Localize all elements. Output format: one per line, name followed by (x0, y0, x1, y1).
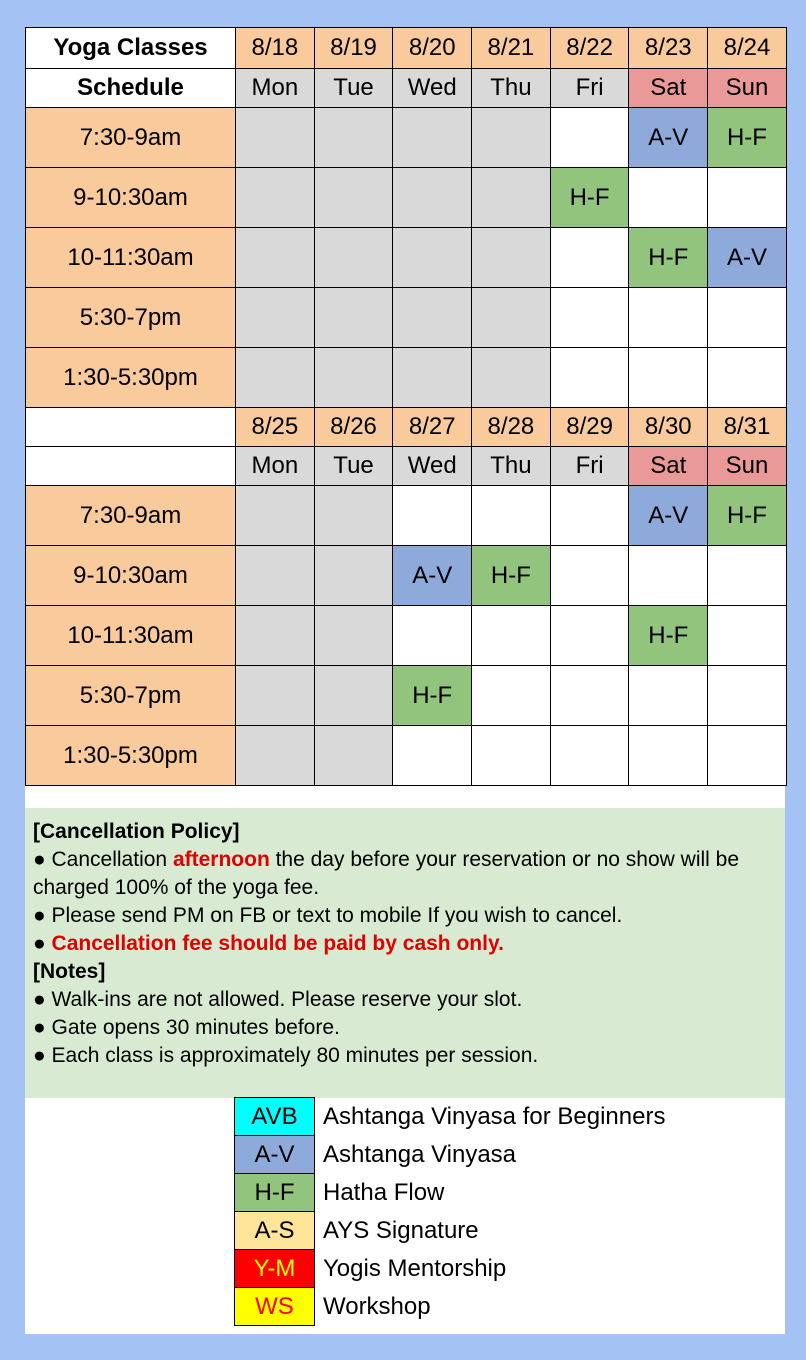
class-cell: A-V (629, 486, 708, 546)
class-cell: H-F (472, 546, 551, 606)
legend-code: Y-M (235, 1250, 315, 1288)
policy-notes-panel (25, 808, 785, 1098)
notes-heading: [Notes] (33, 960, 106, 983)
date-header: 8/21 (472, 28, 551, 69)
legend-row (235, 1098, 666, 1136)
weekday-header: Fri (550, 447, 629, 486)
class-cell (393, 228, 472, 288)
time-slot-label: 1:30-5:30pm (26, 348, 236, 408)
class-cell (708, 168, 787, 228)
class-cell: H-F (550, 168, 629, 228)
legend-row (235, 1136, 666, 1174)
date-header: 8/24 (708, 28, 787, 69)
schedule-title-line1: Yoga Classes (26, 28, 236, 69)
time-slot-row (26, 546, 787, 606)
class-cell (550, 666, 629, 726)
weekday-header: Wed (393, 447, 472, 486)
class-cell (393, 486, 472, 546)
time-slot-row (26, 108, 787, 168)
schedule-table (25, 27, 787, 786)
weekday-header: Tue (314, 69, 393, 108)
class-cell (629, 168, 708, 228)
time-slot-row (26, 348, 787, 408)
note-item-2: ● Gate opens 30 minutes before. (33, 1016, 340, 1039)
time-slot-row (26, 228, 787, 288)
class-cell: H-F (393, 666, 472, 726)
class-cell (550, 606, 629, 666)
weekday-header: Sun (708, 69, 787, 108)
class-cell (236, 348, 315, 408)
time-slot-label: 1:30-5:30pm (26, 726, 236, 786)
class-cell (236, 108, 315, 168)
class-cell (236, 726, 315, 786)
date-header: 8/29 (550, 408, 629, 447)
weekday-header: Mon (236, 69, 315, 108)
weekday-row (26, 447, 787, 486)
class-cell (472, 726, 551, 786)
time-slot-row (26, 666, 787, 726)
class-cell: A-V (708, 228, 787, 288)
class-cell: H-F (629, 606, 708, 666)
time-slot-row (26, 606, 787, 666)
policy-emphasis-afternoon: afternoon (172, 848, 270, 871)
legend-description: Ashtanga Vinyasa for Beginners (323, 1102, 666, 1130)
class-cell (708, 288, 787, 348)
weekday-header: Sat (629, 447, 708, 486)
class-cell (472, 486, 551, 546)
class-cell (708, 348, 787, 408)
weekday-header: Wed (393, 69, 472, 108)
class-cell (550, 228, 629, 288)
legend-code: WS (235, 1288, 315, 1326)
class-cell (314, 726, 393, 786)
class-cell (314, 108, 393, 168)
legend-description: Hatha Flow (323, 1178, 445, 1206)
weekday-row (26, 69, 787, 108)
legend-row (235, 1250, 666, 1288)
legend-description: Ashtanga Vinyasa (323, 1140, 517, 1168)
time-slot-label: 10-11:30am (26, 606, 236, 666)
policy-item-3 (33, 930, 777, 958)
class-cell (314, 168, 393, 228)
class-cell (708, 606, 787, 666)
policy-item-2: ● Please send PM on FB or text to mobile If you wish to cancel. (33, 904, 623, 927)
weekday-header: Mon (236, 447, 315, 486)
legend-row (235, 1212, 666, 1250)
class-cell (629, 666, 708, 726)
policy-item-1 (33, 846, 777, 902)
class-cell (314, 486, 393, 546)
class-cell (236, 288, 315, 348)
time-slot-label: 5:30-7pm (26, 666, 236, 726)
date-header: 8/25 (236, 408, 315, 447)
date-header: 8/26 (314, 408, 393, 447)
class-cell (393, 726, 472, 786)
class-cell (314, 546, 393, 606)
class-cell (236, 546, 315, 606)
class-cell (236, 228, 315, 288)
legend-code: A-V (235, 1136, 315, 1174)
date-header: 8/30 (629, 408, 708, 447)
date-header: 8/23 (629, 28, 708, 69)
class-cell (472, 288, 551, 348)
class-legend (234, 1097, 666, 1326)
class-cell (629, 348, 708, 408)
class-cell (629, 288, 708, 348)
date-header: 8/22 (550, 28, 629, 69)
class-cell (472, 666, 551, 726)
class-cell (550, 486, 629, 546)
policy-item-1-post: the day before your reservation or no show will be charged 100% of the yoga fee. (33, 848, 740, 899)
class-cell (393, 168, 472, 228)
class-cell (629, 546, 708, 606)
class-cell (236, 168, 315, 228)
class-cell (550, 288, 629, 348)
blank-cell (26, 447, 236, 486)
date-header: 8/27 (393, 408, 472, 447)
policy-item-3-bullet: ● (33, 932, 52, 955)
legend-code: H-F (235, 1174, 315, 1212)
date-row (26, 408, 787, 447)
weekday-header: Tue (314, 447, 393, 486)
class-cell (314, 288, 393, 348)
time-slot-row (26, 726, 787, 786)
time-slot-label: 9-10:30am (26, 168, 236, 228)
note-item-3: ● Each class is approximately 80 minutes per session. (33, 1044, 539, 1067)
weekday-header: Sun (708, 447, 787, 486)
class-cell (393, 348, 472, 408)
weekday-header: Fri (550, 69, 629, 108)
date-row (26, 28, 787, 69)
class-cell (472, 168, 551, 228)
class-cell (708, 726, 787, 786)
class-cell (550, 726, 629, 786)
class-cell (393, 288, 472, 348)
class-cell: H-F (708, 108, 787, 168)
legend-description: Yogis Mentorship (323, 1254, 507, 1282)
class-cell (708, 546, 787, 606)
class-cell: A-V (393, 546, 472, 606)
class-cell (314, 666, 393, 726)
weekday-header: Thu (472, 69, 551, 108)
policy-item-3-text: Cancellation fee should be paid by cash only. (51, 932, 504, 955)
note-item-1: ● Walk-ins are not allowed. Please reserve your slot. (33, 988, 523, 1011)
date-header: 8/18 (236, 28, 315, 69)
time-slot-label: 9-10:30am (26, 546, 236, 606)
legend-row (235, 1288, 666, 1326)
date-header: 8/20 (393, 28, 472, 69)
class-cell (314, 348, 393, 408)
class-cell: H-F (629, 228, 708, 288)
time-slot-label: 5:30-7pm (26, 288, 236, 348)
class-cell (472, 108, 551, 168)
policy-item-1-pre: ● Cancellation (33, 848, 173, 871)
class-cell (236, 606, 315, 666)
legend-description: Workshop (323, 1292, 431, 1320)
class-cell (472, 348, 551, 408)
class-cell (550, 546, 629, 606)
class-cell (629, 726, 708, 786)
time-slot-label: 7:30-9am (26, 108, 236, 168)
class-cell (550, 348, 629, 408)
class-cell (472, 228, 551, 288)
weekday-header: Thu (472, 447, 551, 486)
time-slot-row (26, 288, 787, 348)
class-cell (314, 228, 393, 288)
weekday-header: Sat (629, 69, 708, 108)
class-cell (708, 666, 787, 726)
blank-cell (26, 408, 236, 447)
class-cell (550, 108, 629, 168)
class-cell (236, 486, 315, 546)
class-cell (236, 666, 315, 726)
legend-description: AYS Signature (323, 1216, 479, 1244)
time-slot-row (26, 486, 787, 546)
time-slot-row (26, 168, 787, 228)
class-cell: A-V (629, 108, 708, 168)
class-cell (393, 606, 472, 666)
schedule-title-line2: Schedule (26, 69, 236, 108)
legend-row (235, 1174, 666, 1212)
time-slot-label: 7:30-9am (26, 486, 236, 546)
cancellation-policy-heading: [Cancellation Policy] (33, 820, 240, 843)
class-cell: H-F (708, 486, 787, 546)
legend-code: AVB (235, 1098, 315, 1136)
date-header: 8/19 (314, 28, 393, 69)
date-header: 8/28 (472, 408, 551, 447)
date-header: 8/31 (708, 408, 787, 447)
time-slot-label: 10-11:30am (26, 228, 236, 288)
class-cell (472, 606, 551, 666)
legend-code: A-S (235, 1212, 315, 1250)
class-cell (393, 108, 472, 168)
class-cell (314, 606, 393, 666)
